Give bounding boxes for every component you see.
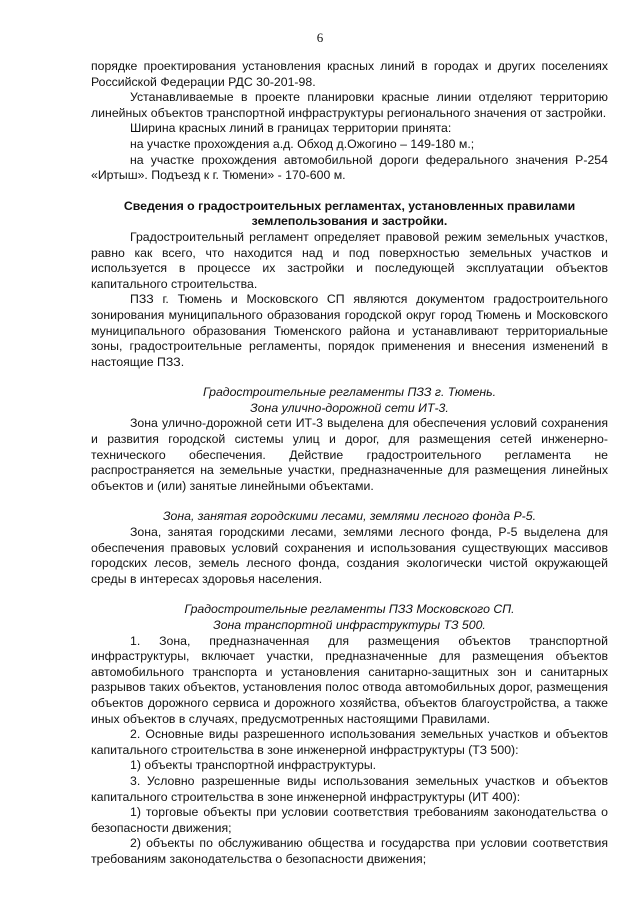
zone-heading: Зона улично-дорожной сети ИТ-3. [250, 400, 449, 415]
paragraph: на участке прохождения а.д. Обход д.Ожогино – 149-180 м.; [130, 136, 475, 151]
paragraph: Зона, занятая городскими лесами, землями лесного фонда, Р-5 выделена для обеспечения правовых условий сохранения и использования существующих массивов городских лесов, земель лесного фонда, создания экологически чистой окружающей среды в интересах здоровья населения. [91, 525, 608, 586]
list-paragraph: 2. Основные виды разрешенного использования земельных участков и объектов капитального строительства в зоне инженерной инфраструктуры (ТЗ 500): [91, 727, 608, 757]
list-item: 1) объекты транспортной инфраструктуры. [130, 758, 377, 773]
document-body [91, 59, 608, 868]
subsection-heading: Градостроительные регламенты ПЗЗ г. Тюмень. [202, 385, 497, 400]
page-number: 6 [316, 30, 324, 45]
list-item: 2) объекты по обслуживанию общества и государства при условии соответствия требованиям законодательства о безопасности движения; [91, 836, 608, 866]
paragraph: на участке прохождения автомобильной дороги федерального значения Р-254 «Иртыш». Подъезд к г. Тюмени» - 170-600 м. [91, 152, 608, 183]
list-paragraph: 1. Зона, предназначенная для размещения объектов транспортной инфраструктуры, включает участки, предназначенные для размещения объектов автомобильного транспорта и установления санитарно-защитных зон и санитарных разрывов таких объектов, установления полос отвода автомобильных дорог, размещения объектов дорожного сервиса и дорожного хозяйства, объектов благоустройства, а также иных объектов в случаях, предусмотренных настоящими Правилами. [91, 633, 608, 726]
list-item: 1) торговые объекты при условии соответствия требованиям законодательства о безопасности движения; [91, 805, 608, 835]
paragraph: ПЗЗ г. Тюмень и Московского СП являются документом градостроительного зонирования муниципального образования городской округ город Тюмень и Московского муниципального образования Тюменского района и устанавливают территориальные зоны, градостроительные регламенты, порядок применения и внесения изменений в настоящие ПЗЗ. [91, 292, 608, 369]
paragraph: порядке проектирования установления красных линий в городах и других поселениях Российской Федерации РДС 30-201-98. [91, 59, 608, 89]
section-heading: Сведения о градостроительных регламентах, установленных правилами землепользования и застройки. [123, 198, 576, 229]
zone-heading: Зона, занятая городскими лесами, землями лесного фонда Р-5. [162, 509, 537, 524]
paragraph: Ширина красных линий в границах территории принята: [130, 121, 452, 136]
subsection-heading: Градостроительные регламенты ПЗЗ Московского СП. [184, 602, 515, 617]
paragraph: Устанавливаемые в проекте планировки красные линии отделяют территорию линейных объектов транспортной инфраструктуры регионального значения от застройки. [91, 90, 608, 120]
paragraph: Градостроительный регламент определяет правовой режим земельных участков, равно как всего, что находится над и под поверхностью земельных участков и используется в процессе их застройки и последующей эксплуатации объектов капитального строительства. [91, 229, 608, 291]
zone-heading: Зона транспортной инфраструктуры ТЗ 500. [213, 618, 486, 632]
paragraph: Зона улично-дорожной сети ИТ-3 выделена для обеспечения условий сохранения и развития городской системы улиц и дорог, для размещения сетей инженерно-технического обеспечения. Действие градостроительного регламента не распространяется на земельные участки, предназначенные для размещения линейных объектов и (или) занятые линейными объектами. [91, 416, 608, 493]
list-paragraph: 3. Условно разрешенные виды использования земельных участков и объектов капитального строительства в зоне инженерной инфраструктуры (ИТ 400): [91, 773, 608, 804]
